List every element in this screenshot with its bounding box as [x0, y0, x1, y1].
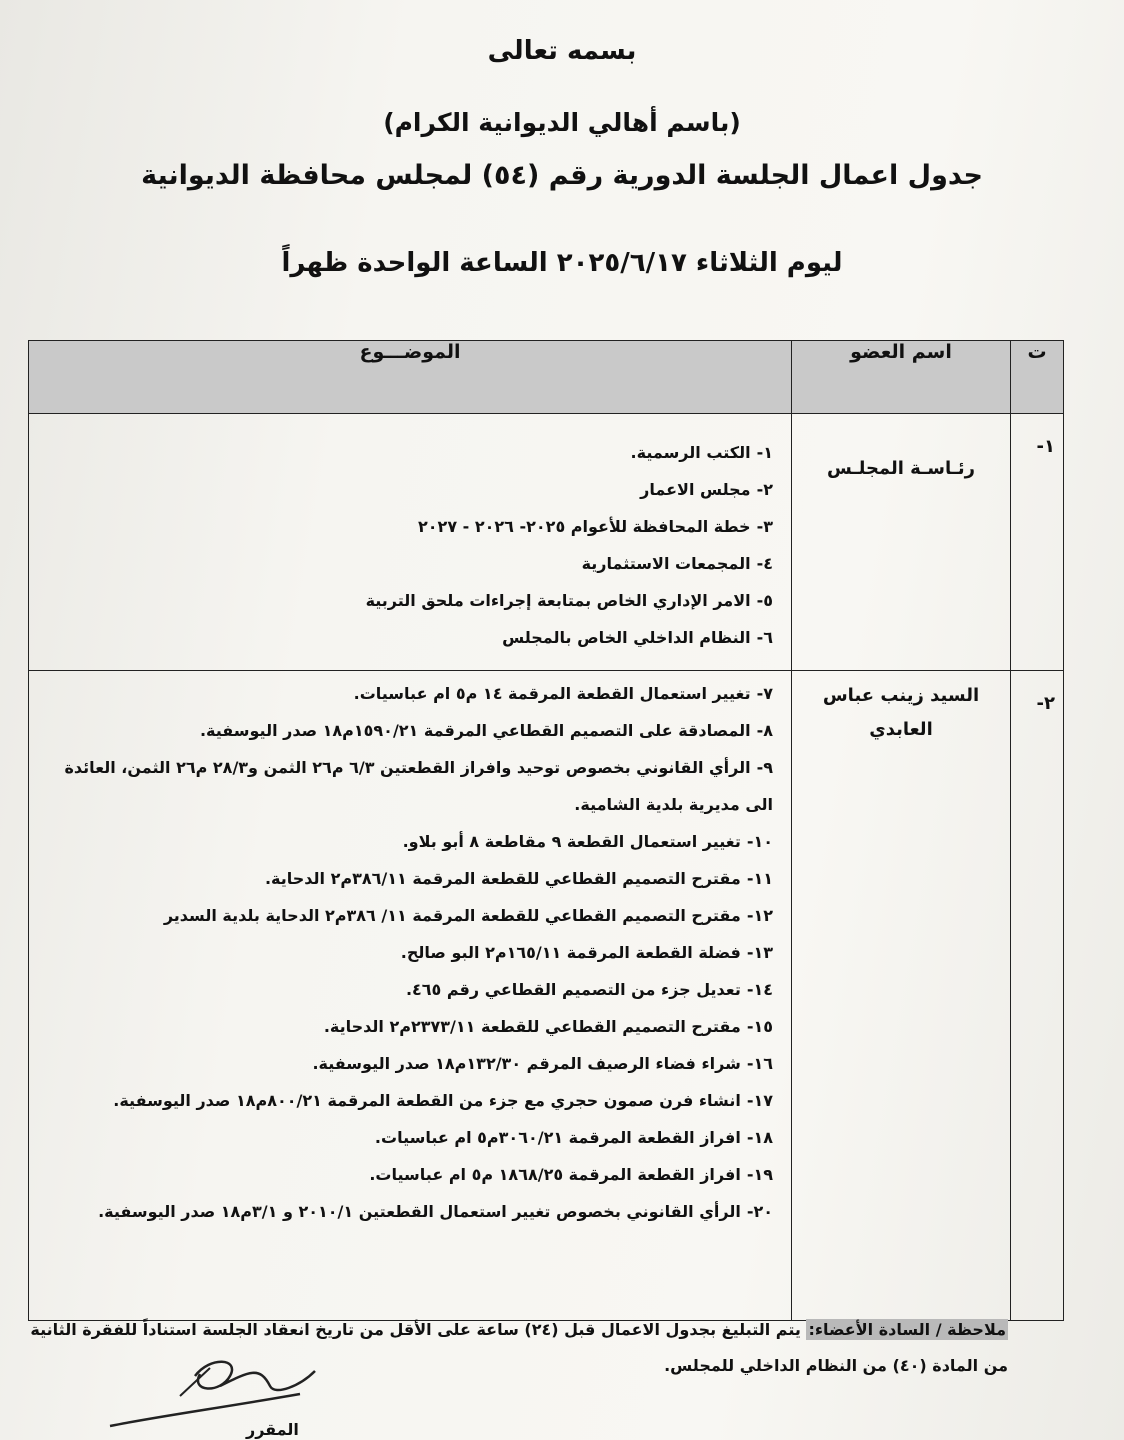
agenda-item: ٧-تغيير استعمال القطعة المرقمة ١٤ م٥ ام عباسيات.: [353, 684, 773, 703]
note-label: ملاحظة / السادة الأعضاء:: [808, 1320, 1006, 1339]
row-number: ١-: [1011, 414, 1064, 671]
subject-list: [29, 671, 792, 1321]
agenda-item: ١٧-انشاء فرن صمون حجري مع جزء من القطعة المرقمة ٨٠٠/٢١م١٨ صدر اليوسفية.: [113, 1091, 773, 1110]
agenda-item: ٨-المصادقة على التصميم القطاعي المرقمة ١٥٩٠/٢١م١٨ صدر اليوسفية.: [199, 721, 773, 740]
agenda-item: ٤-المجمعات الاستثمارية: [581, 554, 773, 573]
agenda-item: ٢٠-الرأي القانوني بخصوص تغيير استعمال القطعتين ٢٠١٠/١ و ٣/١م١٨ صدر اليوسفية.: [98, 1202, 773, 1221]
member-name-line1: السيد زينب عباس: [822, 685, 980, 706]
member-name: رئـاسـة المجلـس: [792, 414, 1011, 671]
agenda-item: ١٤-تعديل جزء من التصميم القطاعي رقم ٤٦٥.: [405, 980, 773, 999]
table-header-row: [29, 341, 1064, 414]
agenda-item: ١٠-تغيير استعمال القطعة ٩ مقاطعة ٨ أبو بلاو.: [402, 832, 773, 851]
header-t: ت: [1011, 341, 1064, 414]
agenda-item: ١-الكتب الرسمية.: [630, 443, 773, 462]
table-row: [29, 414, 1064, 671]
agenda-item: ١٢-مقترح التصميم القطاعي للقطعة المرقمة ١١/ ٣٨٦م٢ الدحاية بلدية السدير: [163, 906, 773, 925]
member-name: [792, 671, 1011, 1321]
agenda-item: ١١-مقترح التصميم القطاعي للقطعة المرقمة ٣٨٦/١١م٢ الدحاية.: [264, 869, 773, 888]
agenda-table: [28, 340, 1064, 1321]
signature-label: المقرر: [246, 1420, 299, 1439]
note-text: يتم التبليغ بجدول الاعمال قبل (٢٤) ساعة على الأقل من تاريخ انعقاد الجلسة استناداً للفقرة الثانية من المادة (٤٠) من النظام الداخلي للمجلس.: [30, 1320, 1008, 1375]
agenda-item: ٣-خطة المحافظة للأعوام ٢٠٢٥- ٢٠٢٦ - ٢٠٢٧: [418, 517, 773, 536]
header-subject: الموضـــوع: [29, 341, 792, 414]
header-member: اسم العضو: [792, 341, 1011, 414]
agenda-item: ١٥-مقترح التصميم القطاعي للقطعة ٢٣٧٣/١١م٢ الدحاية.: [323, 1017, 773, 1036]
row-number: ٢-: [1011, 671, 1064, 1321]
people-line: (باسم أهالي الديوانية الكرام): [383, 108, 741, 137]
agenda-item: ٩-الرأي القانوني بخصوص توحيد وافراز القطعتين ٦/٣ م٢٦ الثمن و٢٨/٣ م٢٦ الثمن، العائدة الى مديرية بلدية الشامية.: [64, 758, 773, 814]
date-line: ليوم الثلاثاء ٢٠٢٥/٦/١٧ الساعة الواحدة ظهراً: [281, 248, 843, 278]
agenda-item: ١٣-فضلة القطعة المرقمة ١٦٥/١١م٢ البو صالح.: [400, 943, 773, 962]
agenda-item: ١٦-شراء فضاء الرصيف المرقم ١٣٢/٣٠م١٨ صدر اليوسفية.: [312, 1054, 773, 1073]
agenda-item: ٢-مجلس الاعمار: [640, 480, 773, 499]
agenda-item: ١٩-افراز القطعة المرقمة ١٨٦٨/٢٥ م٥ ام عباسيات.: [369, 1165, 773, 1184]
member-name-line2: العابدي: [869, 719, 933, 740]
basmala: بسمه تعالى: [487, 36, 637, 66]
subject-list: [29, 414, 792, 671]
signature-image: [100, 1346, 340, 1440]
agenda-title: جدول اعمال الجلسة الدورية رقم (٥٤) لمجلس محافظة الديوانية: [141, 160, 983, 191]
agenda-item: ١٨-افراز القطعة المرقمة ٣٠٦٠/٢١م٥ ام عباسيات.: [374, 1128, 773, 1147]
table-row: [29, 671, 1064, 1321]
agenda-item: ٥-الامر الإداري الخاص بمتابعة إجراءات ملحق التربية: [365, 591, 773, 610]
agenda-item: ٦-النظام الداخلي الخاص بالمجلس: [502, 628, 773, 647]
